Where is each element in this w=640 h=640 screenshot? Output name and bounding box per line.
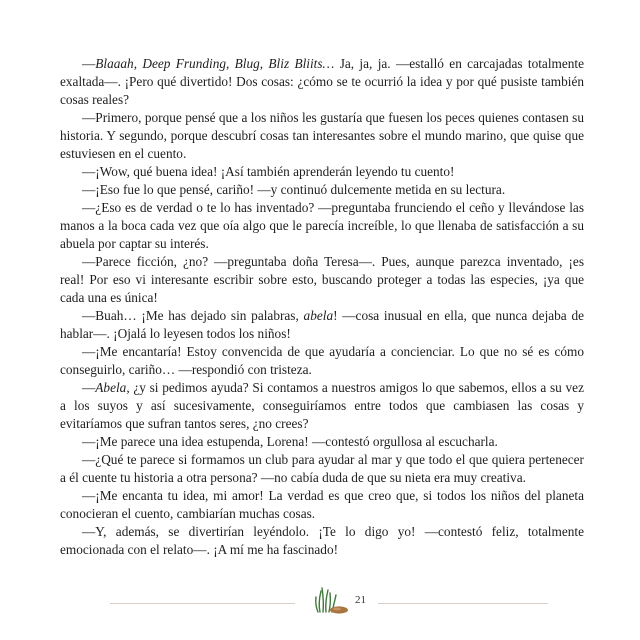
footer-rule-left: [110, 603, 295, 604]
paragraph: [60, 379, 584, 433]
paragraph: [60, 109, 584, 163]
body-text: [60, 55, 584, 559]
text-run: , ¿y si pedimos ayuda? Si contamos a nuestros amigos lo que sabemos, ellos a su vez a los suyos y así sucesivamente, conseguiríamos entre todos que cambiasen las cosas y evitaríamos que sufran tantos seres, ¿no crees?: [60, 380, 584, 431]
page-number: 21: [355, 594, 366, 606]
paragraph: [60, 487, 584, 523]
text-run: —¡Me encanta tu idea, mi amor! La verdad es que creo que, si todos los niños del planeta conocieran el cuento, cambiarían muchas cosas.: [60, 488, 584, 521]
paragraph: [60, 433, 584, 451]
text-run: —Buah… ¡Me has dejado sin palabras,: [82, 308, 304, 323]
paragraph: [60, 307, 584, 343]
paragraph: [60, 55, 584, 109]
text-run: —¡Me encantaría! Estoy convencida de que ayudaría a concienciar. Lo que no sé es cómo conseguirlo, cariño… —respondió con tristeza.: [60, 344, 584, 377]
text-run: —Y, además, se divertirían leyéndolo. ¡Te lo digo yo! —contestó feliz, totalmente emocionada con el relato—. ¡A mí me ha fascinado!: [60, 524, 584, 557]
paragraph: [60, 199, 584, 253]
text-run: —¡Eso fue lo que pensé, cariño! —y continuó dulcemente metida en su lectura.: [82, 182, 506, 197]
text-run: —Parece ficción, ¿no? —preguntaba doña Teresa—. Pues, aunque parezca inventado, ¡es real! Por eso vi interesante escribir sobre esto, buscando proteger a todas las especies, ¡ya que cada una es única!: [60, 254, 584, 305]
text-run: ! —cosa inusual en ella, que nunca dejaba de hablar—. ¡Ojalá lo leyesen todos los niños!: [60, 308, 584, 341]
italic-text: abela: [303, 308, 334, 323]
paragraph: [60, 181, 584, 199]
seaweed-rock-icon: [312, 585, 352, 615]
text-run: Ja, ja, ja. —estalló en carcajadas totalmente exaltada—. ¡Pero qué divertido! Dos cosas: ¿cómo se te ocurrió la idea y por qué pusiste también cosas reales?: [60, 56, 584, 107]
paragraph: [60, 163, 584, 181]
paragraph: [60, 253, 584, 307]
text-run: —¡Wow, qué buena idea! ¡Así también aprenderán leyendo tu cuento!: [82, 164, 455, 179]
paragraph: [60, 451, 584, 487]
text-run: —: [82, 380, 96, 395]
page-footer: [0, 585, 640, 625]
text-run: —: [82, 56, 96, 71]
footer-rule-right: [378, 603, 548, 604]
text-run: —¿Qué te parece si formamos un club para ayudar al mar y que todo el que quiera pertenecer a él cuente tu historia a otra persona? —no cabía duda de que su nieta era muy creativa.: [60, 452, 584, 485]
italic-text: Blaaah, Deep Frunding, Blug, Bliz Bliits…: [95, 56, 335, 71]
text-run: —¿Eso es de verdad o te lo has inventado? —preguntaba frunciendo el ceño y llevándose las manos a la boca cada vez que oía algo que le parecía increíble, lo que llenaba de satisfacción a su abuela por captar su interés.: [60, 200, 584, 251]
text-run: —¡Me parece una idea estupenda, Lorena! —contestó orgullosa al escucharla.: [82, 434, 498, 449]
italic-text: Abela: [95, 380, 127, 395]
paragraph: [60, 343, 584, 379]
paragraph: [60, 523, 584, 559]
text-run: —Primero, porque pensé que a los niños les gustaría que fuesen los peces quienes contasen su historia. Y segundo, porque descubrí cosas tan interesantes sobre el mundo marino, que quise que estuviesen en el cuento.: [60, 110, 584, 161]
